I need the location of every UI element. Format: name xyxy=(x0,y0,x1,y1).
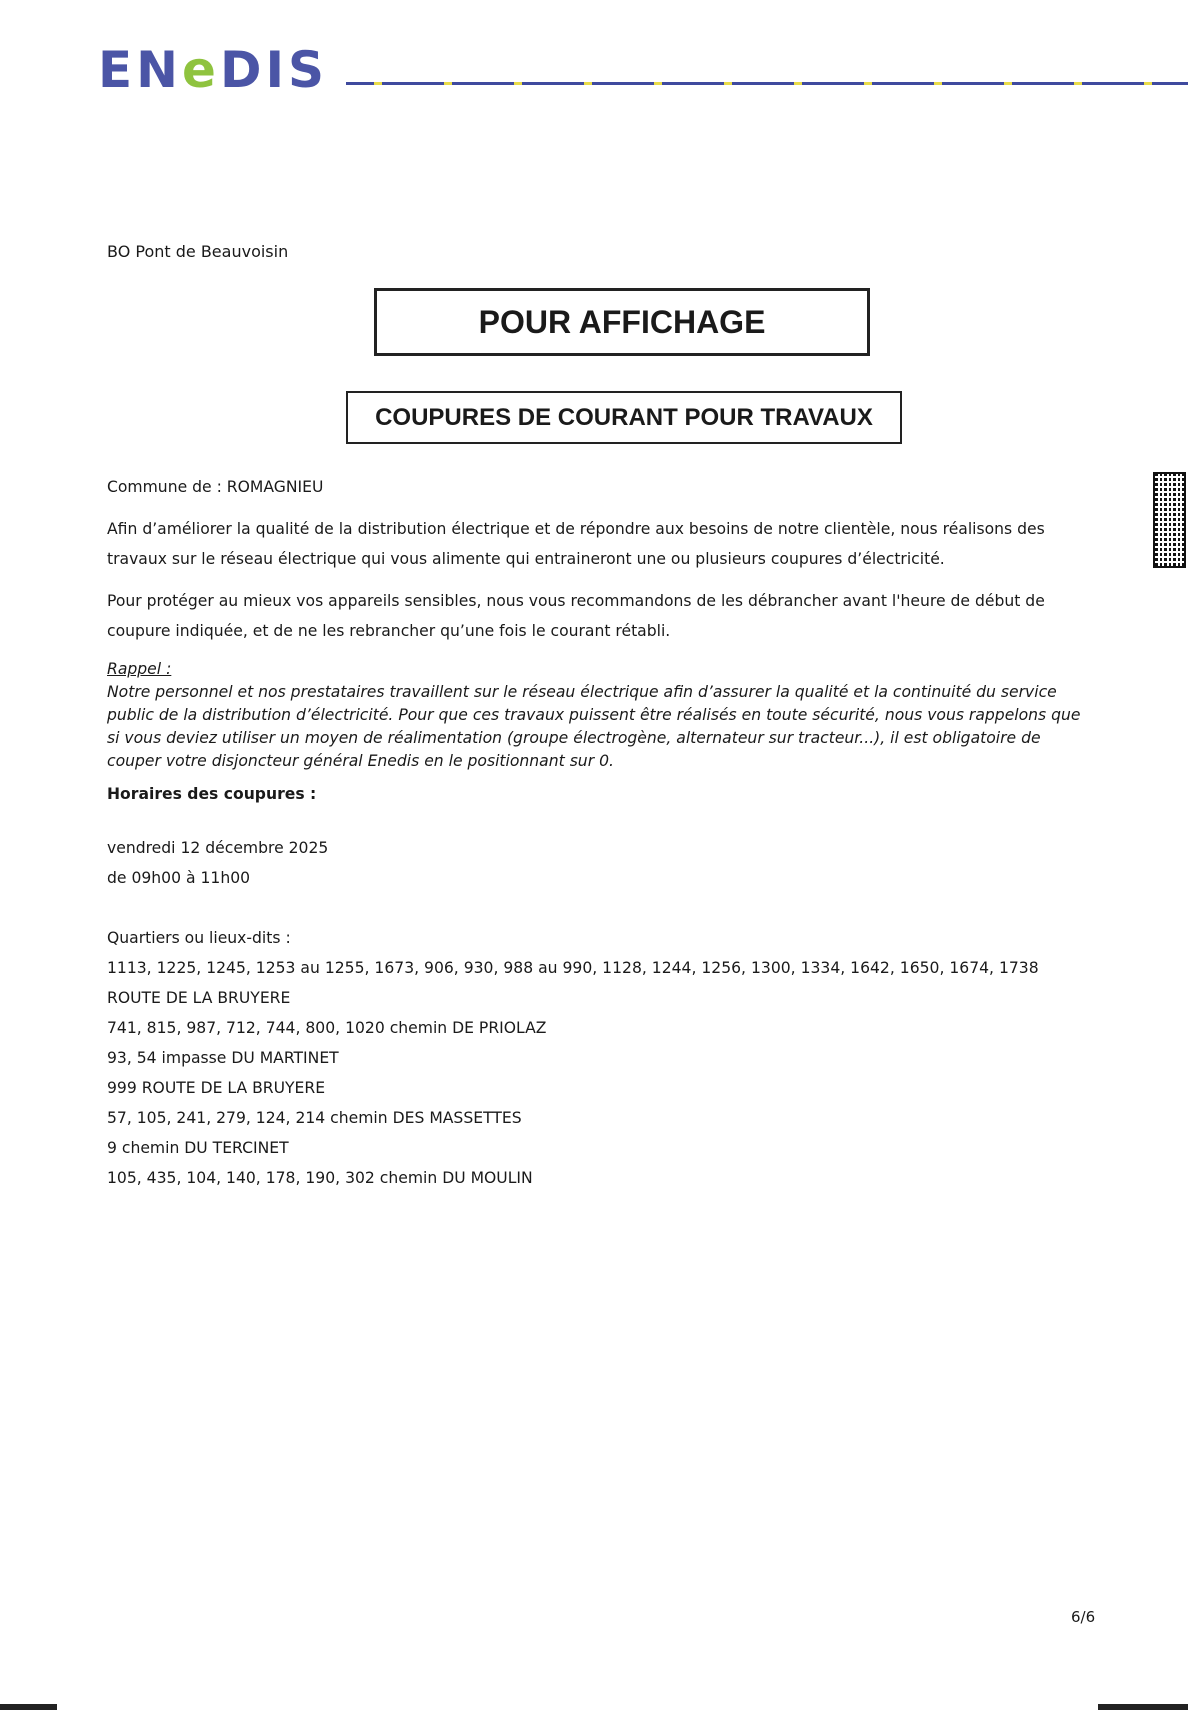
rappel-block xyxy=(107,658,1097,773)
scan-edge-mark-right xyxy=(1098,1704,1188,1710)
schedule-time: de 09h00 à 11h00 xyxy=(107,869,251,887)
header-divider xyxy=(346,82,1188,85)
page-number: 6/6 xyxy=(1071,1608,1096,1626)
logo-accent: e xyxy=(182,41,220,99)
list-item: 9 chemin DU TERCINET xyxy=(107,1139,289,1157)
places-block xyxy=(107,923,1097,1193)
logo-suffix: DIS xyxy=(219,41,329,99)
intro-paragraph: Afin d’améliorer la qualité de la distribution électrique et de répondre aux besoins de notre clientèle, nous réalisons des travaux sur le réseau électrique qui vous alimente qui entraineront une ou plusieurs coupures d’électricité. xyxy=(107,520,1045,568)
rappel-label: Rappel : xyxy=(107,660,172,678)
commune-line: Commune de : ROMAGNIEU xyxy=(107,478,324,496)
page-title: POUR AFFICHAGE xyxy=(374,288,870,356)
list-item: 999 ROUTE DE LA BRUYERE xyxy=(107,1079,326,1097)
page-subtitle: COUPURES DE COURANT POUR TRAVAUX xyxy=(346,391,902,444)
advice-paragraph: Pour protéger au mieux vos appareils sensibles, nous vous recommandons de les débrancher avant l'heure de début de coupure indiquée, et de ne les rebrancher qu’une fois le courant rétabli. xyxy=(107,592,1045,640)
schedule-block xyxy=(107,833,1097,893)
horaires-title: Horaires des coupures : xyxy=(107,785,317,803)
logo-prefix: EN xyxy=(98,41,183,99)
places-title: Quartiers ou lieux-dits : xyxy=(107,929,291,947)
scan-edge-mark-left xyxy=(0,1704,57,1710)
agency-name: BO Pont de Beauvoisin xyxy=(107,242,289,261)
list-item: 741, 815, 987, 712, 744, 800, 1020 chemin DE PRIOLAZ xyxy=(107,1019,547,1037)
schedule-date: vendredi 12 décembre 2025 xyxy=(107,839,329,857)
rappel-text: Notre personnel et nos prestataires travaillent sur le réseau électrique afin d’assurer la qualité et la continuité du service public de la distribution d’électricité. Pour que ces travaux puissent être réalisés en toute sécurité, nous vous rappelons que si vous deviez utiliser un moyen de réalimentation (groupe électrogène, alternateur sur tracteur...), il est obligatoire de couper votre disjoncteur général Enedis en le positionnant sur 0. xyxy=(107,683,1081,770)
list-item: 105, 435, 104, 140, 178, 190, 302 chemin DU MOULIN xyxy=(107,1169,533,1187)
list-item: 1113, 1225, 1245, 1253 au 1255, 1673, 906, 930, 988 au 990, 1128, 1244, 1256, 1300, 1334, 1642, 1650, 1674, 1738 ROUTE DE LA BRUYERE xyxy=(107,959,1039,1007)
notice-body xyxy=(107,472,1097,1193)
list-item: 93, 54 impasse DU MARTINET xyxy=(107,1049,339,1067)
list-item: 57, 105, 241, 279, 124, 214 chemin DES MASSETTES xyxy=(107,1109,522,1127)
page-header xyxy=(98,40,1188,100)
qr-code xyxy=(1153,472,1186,568)
enedis-logo xyxy=(98,40,328,100)
